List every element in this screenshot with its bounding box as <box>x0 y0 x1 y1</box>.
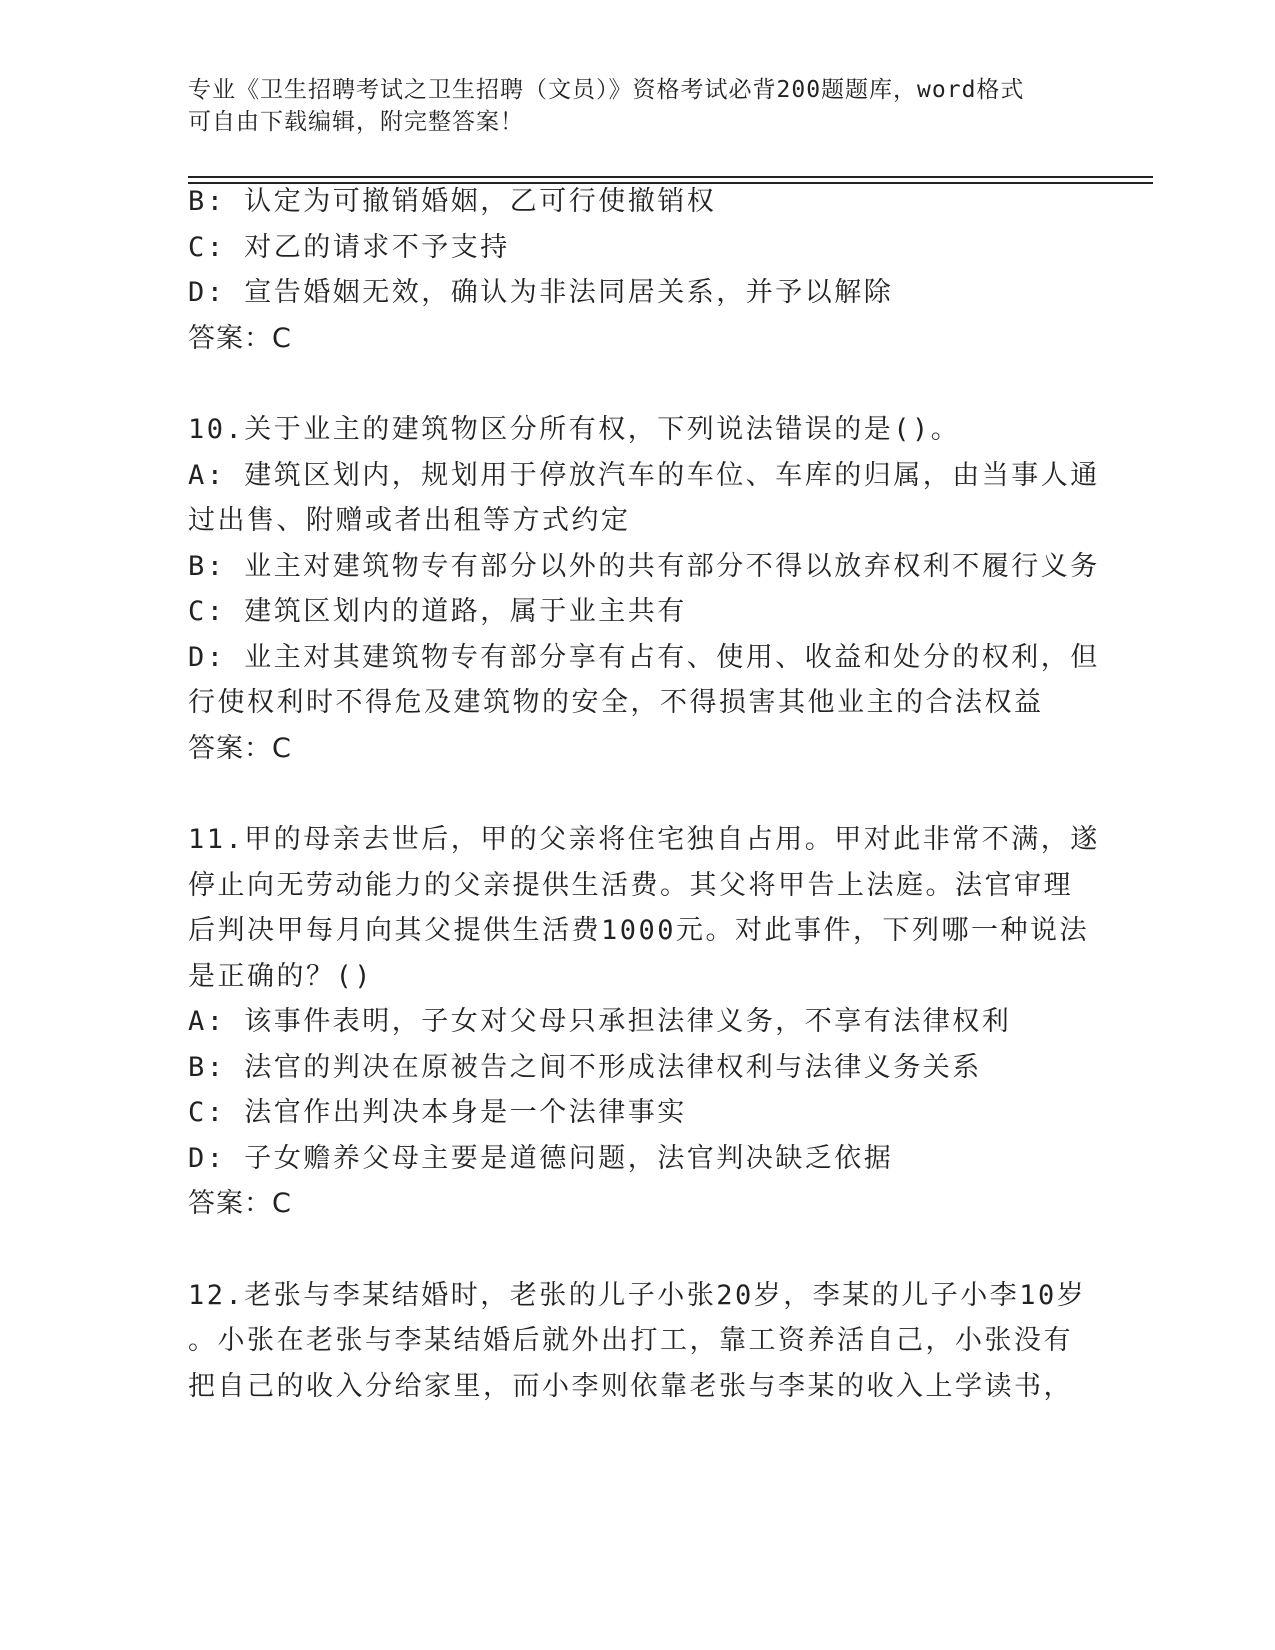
header-rule-top <box>188 176 1153 178</box>
spacer <box>188 1227 1078 1273</box>
q11-option-c: C: 法官作出判决本身是一个法律事实 <box>188 1097 687 1128</box>
q10-answer: 答案：C <box>188 732 292 764</box>
q12-stem-line-2: 。小张在老张与李某结婚后就外出打工，靠工资养活自己，小张没有 <box>188 1325 1073 1356</box>
q10-option-d-line-2: 行使权利时不得危及建筑物的安全，不得损害其他业主的合法权益 <box>188 687 1044 718</box>
q10-option-b: B: 业主对建筑物专有部分以外的共有部分不得以放弃权利不履行义务 <box>188 550 1100 582</box>
header-line-2: 可自由下载编辑，附完整答案！ <box>188 109 524 135</box>
q9-option-d: D: 宣告婚姻无效，确认为非法同居关系，并予以解除 <box>188 277 894 308</box>
q11-option-a: A: 该事件表明，子女对父母只承担法律义务，不享有法律权利 <box>188 1006 1012 1037</box>
q11-stem-line-2: 停止向无劳动能力的父亲提供生活费。其父将甲告上法庭。法官审理 <box>188 869 1073 901</box>
spacer <box>188 361 1078 407</box>
q9-option-b: B: 认定为可撤销婚姻，乙可行使撤销权 <box>188 186 717 217</box>
q12-stem-line-3: 把自己的收入分给家里，而小李则依靠老张与李某的收入上学读书， <box>188 1370 1073 1402</box>
q11-stem-line-1: 11.甲的母亲去世后，甲的父亲将住宅独自占用。甲对此非常不满，遂 <box>188 824 1100 855</box>
q12-stem-line-1: 12.老张与李某结婚时，老张的儿子小张20岁，李某的儿子小李10岁 <box>188 1279 1087 1311</box>
q10-stem: 10.关于业主的建筑物区分所有权，下列说法错误的是()。 <box>188 414 961 445</box>
q10-option-d-line-1: D: 业主对其建筑物专有部分享有占有、使用、收益和处分的权利，但 <box>188 641 1100 673</box>
q11-stem-line-4: 是正确的？() <box>188 960 374 992</box>
q10-option-c: C: 建筑区划内的道路，属于业主共有 <box>188 596 687 627</box>
q11-option-b: B: 法官的判决在原被告之间不形成法律权利与法律义务关系 <box>188 1051 982 1083</box>
q9-option-c: C: 对乙的请求不予支持 <box>188 231 510 263</box>
q10-option-a-line-1: A: 建筑区划内，规划用于停放汽车的车位、车库的归属，由当事人通 <box>188 459 1100 491</box>
document-body <box>188 179 1100 1409</box>
q11-stem-line-3: 后判决甲每月向其父提供生活费1000元。对此事件，下列哪一种说法 <box>188 915 1090 946</box>
q10-option-a-line-2: 过出售、附赠或者出租等方式约定 <box>188 505 631 536</box>
q11-option-d: D: 子女赡养父母主要是道德问题，法官判决缺乏依据 <box>188 1142 894 1174</box>
q11-answer: 答案：C <box>188 1188 292 1219</box>
spacer <box>188 771 1078 817</box>
header-line-1: 专业《卫生招聘考试之卫生招聘（文员）》资格考试必背200题题库，word格式 <box>188 77 1025 103</box>
document-header <box>188 74 1068 138</box>
q9-answer: 答案：C <box>188 322 292 354</box>
